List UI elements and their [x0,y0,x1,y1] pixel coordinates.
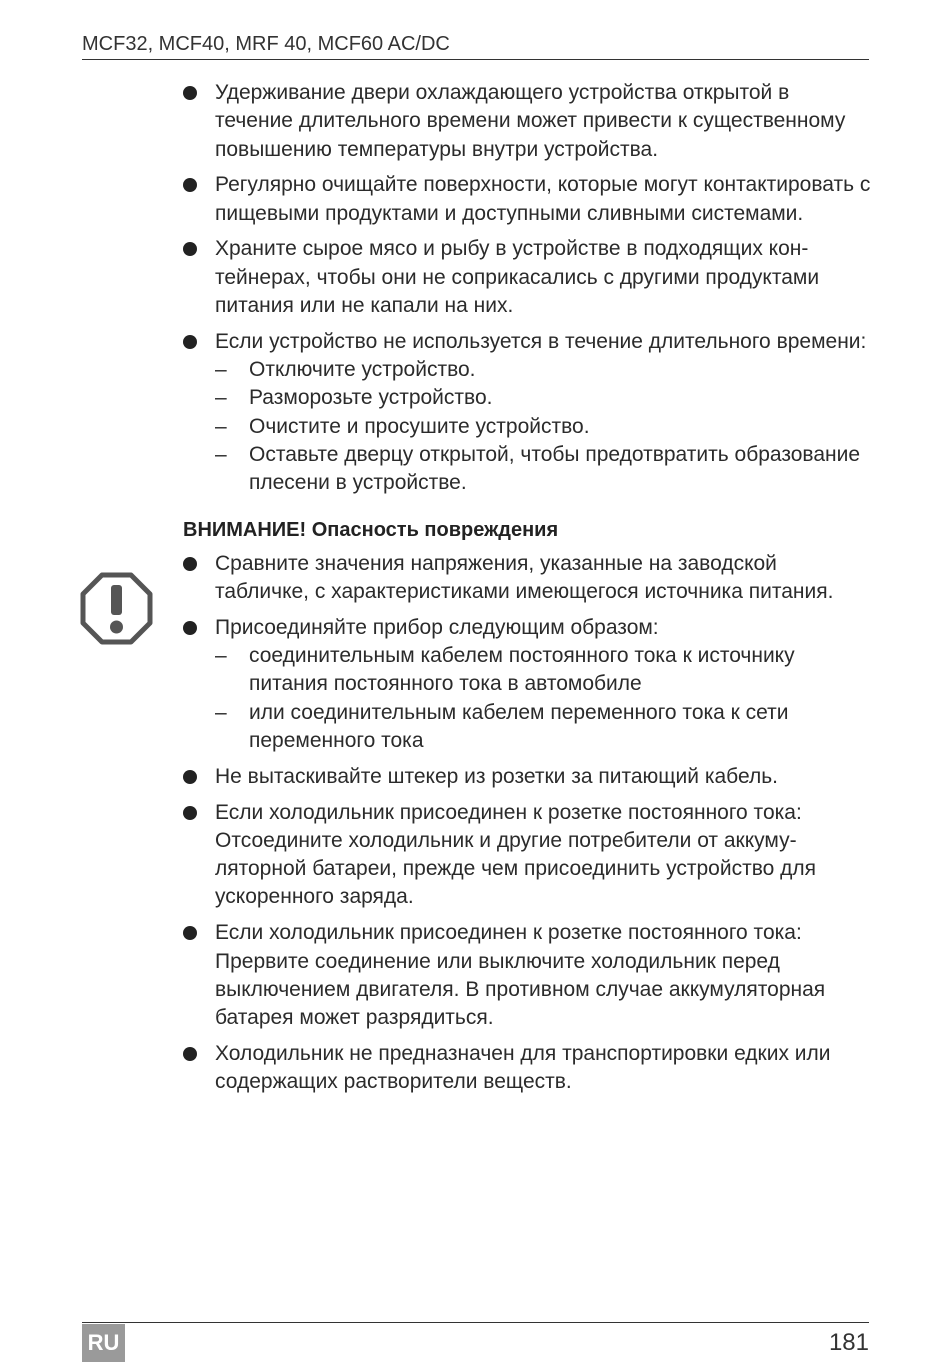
list-item [183,919,873,1032]
page-header: MCF32, MCF40, MRF 40, MCF60 AC/DC [82,30,869,60]
bullet-dot [183,1047,197,1061]
list-item [183,235,873,320]
bullet-dot [183,770,197,784]
bullet-dot [183,242,197,256]
bullet-dot [183,557,197,571]
list-item [183,79,873,164]
list-item-text: Удерживание двери охлаждающего устройства открытой в течение длительного времени может привести к существенному повышению температуры внутри устройства. [215,81,846,161]
list-item [183,550,873,607]
sub-item: – или соединительным кабелем переменного тока к сети переменного тока [215,700,789,752]
list-item [183,799,873,912]
language-tab: RU [82,1324,125,1362]
sub-item: – Очистите и просушите устройство. [215,414,590,438]
list-item [183,171,873,228]
list-item-text: Присоединяйте прибор следующим образом: [215,615,659,639]
list-item [183,614,873,755]
warning-octagon-exclamation-icon [80,572,153,645]
list-item-text: Не вытаскивайте штекер из розетки за питающий кабель. [215,764,778,788]
bullet-dot [183,86,197,100]
list-item [183,1040,873,1097]
list-item [183,328,873,498]
list-item-text: Храните сырое мясо и рыбу в устройстве в подходящих контейнерах, чтобы они не соприкасались с другими продуктами питания или не капали на них. [215,237,820,318]
bullet-dot [183,335,197,349]
bullet-dot [183,806,197,820]
list-item-text: Холодильник не предназначен для транспортировки едких или содержащих растворители веществ. [215,1041,831,1094]
list-item-text: Сравните значения напряжения, указанные на заводской табличке, с характеристиками имеющегося источника питания. [215,551,834,603]
list-item-text: Если холодильник присоединен к розетке постоянного тока: Прервите соединение или выключите холодильник перед выключением двигателя. В противном случае аккумуляторная батарея может разрядиться. [215,921,826,1030]
footer-divider [82,1322,869,1323]
section-general-bullets [183,79,873,498]
bullet-dot [183,926,197,940]
main-content [183,79,873,1104]
list-item-text: Если устройство не используется в течение длительного времени: [215,329,867,353]
page-number: 181 [828,1329,869,1356]
list-item-text: Если холодильник присоединен к розетке постоянного тока: Отсоедините холодильник и другие потребители от аккумуляторной батареи, прежде чем присоединить устройство для ускоренного заряда. [215,800,817,909]
list-item [183,763,873,791]
section-warning-bullets [183,550,873,1097]
sub-item: – Оставьте дверцу открытой, чтобы предотвратить образование плесени в устройстве. [215,443,861,495]
bullet-dot [183,178,197,192]
warning-title: ВНИМАНИЕ! Опасность повреждения [183,518,559,541]
bullet-dot [183,621,197,635]
list-item-text: Регулярно очищайте поверхности, которые могут контактировать с пищевыми продуктами и доступными сливными системами. [215,173,871,225]
sub-item: – Отключите устройство. [215,358,476,382]
sub-item: – Разморозьте устройство. [215,386,493,410]
sub-item: – соединительным кабелем постоянного тока к источнику питания постоянного тока в автомобиле [215,644,795,696]
